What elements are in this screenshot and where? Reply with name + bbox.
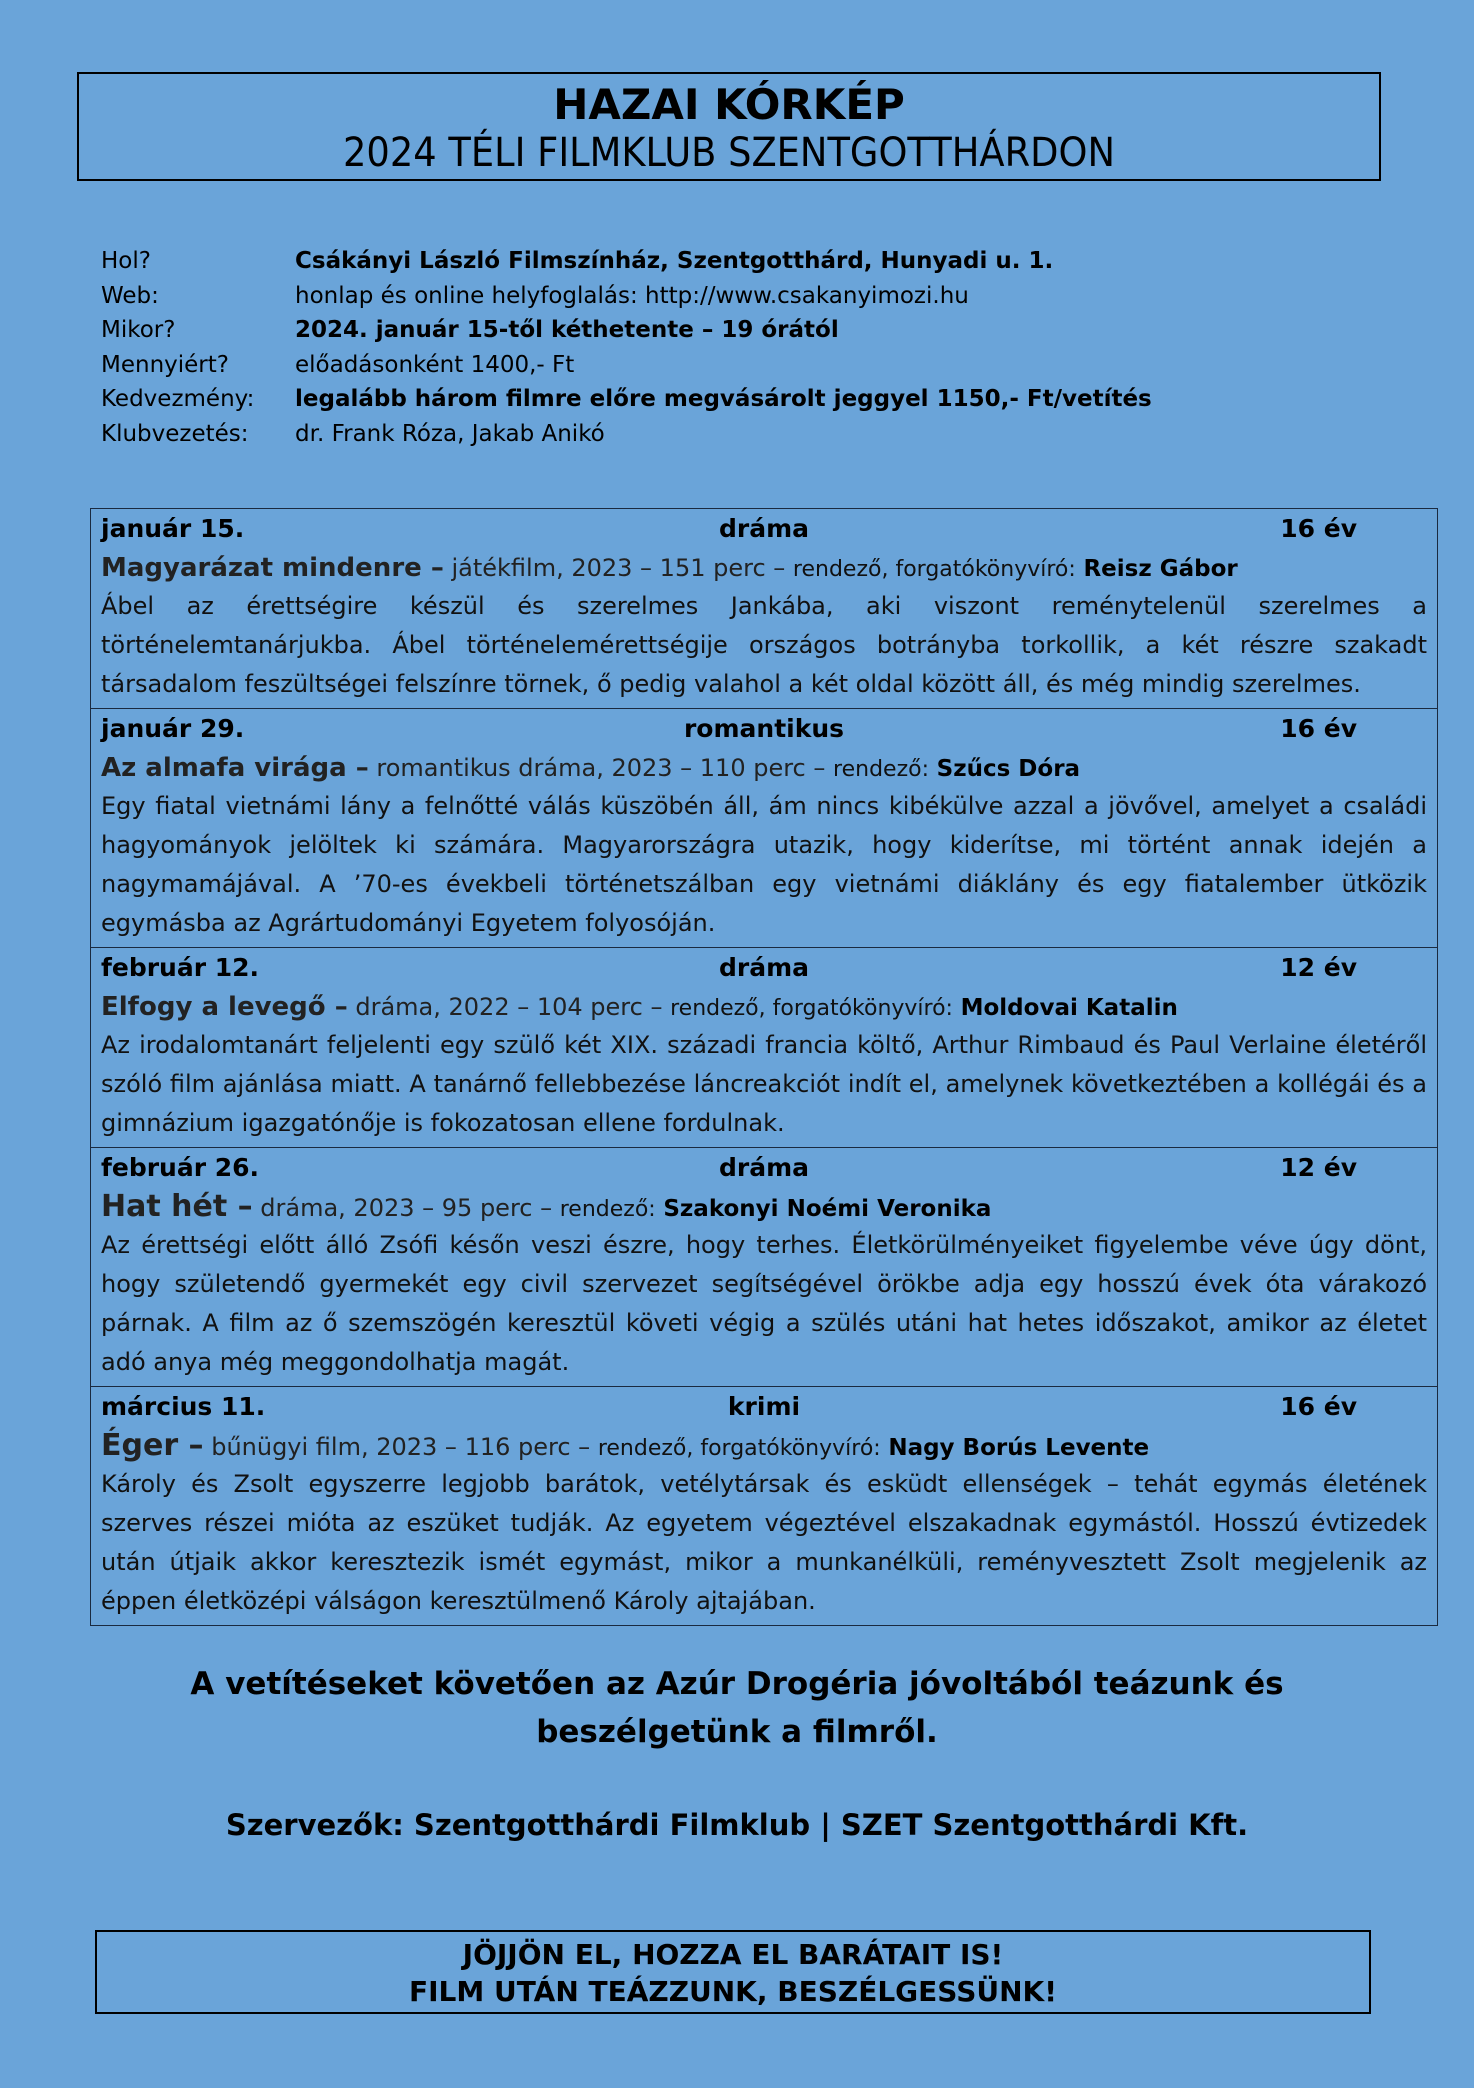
info-label: Web: <box>101 282 159 309</box>
film-director: Szűcs Dóra <box>936 756 1081 782</box>
film-date: február 26. <box>101 1153 260 1182</box>
info-value: honlap és online helyfoglalás: http://www.csakanyimozi.hu <box>295 282 969 309</box>
page-title: HAZAI KÓRKÉP <box>553 80 905 129</box>
film-meta: dráma, 2023 – 95 perc – <box>260 1194 553 1222</box>
film-role: rendező, forgatókönyvíró: <box>792 557 1076 582</box>
film-credit <box>101 1188 1427 1226</box>
film-director: Nagy Borús Levente <box>888 1435 1150 1461</box>
info-label: Klubvezetés: <box>101 420 249 447</box>
info-value: előadásonként 1400,- Ft <box>295 351 575 378</box>
info-value: Csákányi László Filmszínház, Szentgotthárd, Hunyadi u. 1. <box>295 248 1054 274</box>
film-description: Az irodalomtanárt feljelenti egy szülő két XIX. századi francia költő, Arthur Rimbaud és Paul Verlaine életéről szóló film ajánlása miatt. A tanárnő fellebbezése láncreakciót indít el, amelynek következtében a kollégái és a gimnázium igazgatónője is fokozatosan ellene fordulnak. <box>101 1031 1427 1137</box>
film-role: rendező, forgatókönyvíró: <box>670 996 953 1021</box>
footer-line-1: JÖJJÖN EL, HOZZA EL BARÁTAIT IS! <box>462 1938 1004 1971</box>
film-header <box>101 1387 1427 1427</box>
info-value: legalább három filmre előre megvásárolt jeggyel 1150,- Ft/vetítés <box>295 386 1152 412</box>
closing-note <box>150 1660 1324 1756</box>
title-box <box>77 72 1381 181</box>
film-role: rendező, forgatókönyvíró: <box>597 1436 881 1461</box>
film-description: Károly és Zsolt egyszerre legjobb barátok, vetélytársak és esküdt ellenségek – tehát egymás életének szerves részei mióta az eszüket tudják. Az egyetem végeztével elszakadnak egymástól. Hosszú évtizedek után útjaik akkor keresztezik ismét egymást, mikor a munkanélküli, reményvesztett Zsolt megjelenik az éppen életközépi válságon keresztülmenő Károly ajtajában. <box>101 1470 1427 1615</box>
info-row <box>101 313 1401 348</box>
film-meta: játékfilm, 2023 – 151 perc – <box>451 554 786 582</box>
info-label: Kedvezmény: <box>101 386 255 412</box>
age-rating: 12 év <box>1280 1153 1357 1182</box>
film-header <box>101 1148 1427 1188</box>
film-entry <box>91 708 1437 947</box>
film-title: Elfogy a levegő – <box>101 992 348 1022</box>
film-entry <box>91 1147 1437 1386</box>
film-credit <box>101 549 1427 587</box>
info-label: Mennyiért? <box>101 351 229 378</box>
film-director: Szakonyi Noémi Veronika <box>663 1196 992 1222</box>
film-title: Hat hét – <box>101 1189 253 1224</box>
film-credit <box>101 749 1427 787</box>
film-date: március 11. <box>101 1392 266 1421</box>
film-meta: romantikus dráma, 2023 – 110 perc – <box>376 754 826 782</box>
film-title: Magyarázat mindenre – <box>101 553 444 583</box>
info-value: dr. Frank Róza, Jakab Anikó <box>295 420 605 447</box>
film-director: Moldovai Katalin <box>960 995 1178 1021</box>
film-genre: dráma <box>718 514 809 543</box>
film-credit <box>101 988 1427 1026</box>
film-date: január 15. <box>101 514 245 543</box>
age-rating: 16 év <box>1280 514 1357 543</box>
film-entry <box>91 1386 1437 1625</box>
film-credit <box>101 1427 1427 1465</box>
film-genre: krimi <box>727 1392 801 1421</box>
film-description: Az érettségi előtt álló Zsófi későn veszi észre, hogy terhes. Életkörülményeiket figyelembe véve úgy dönt, hogy születendő gyermekét egy civil szervezet segítségével örökbe adja egy hosszú évek óta várakozó párnak. A film az ő szemszögén keresztül követi végig a szülés utáni hat hetes időszakot, amikor az életet adó anya még meggondolhatja magát. <box>101 1231 1427 1376</box>
film-genre: dráma <box>718 953 809 982</box>
film-entry <box>91 509 1437 708</box>
info-row <box>101 417 1401 452</box>
age-rating: 16 év <box>1280 1392 1357 1421</box>
closing-line-2: beszélgetünk a filmről. <box>536 1714 938 1750</box>
film-entry <box>91 947 1437 1147</box>
footer-box <box>95 1930 1371 2014</box>
film-date: február 12. <box>101 953 260 982</box>
info-row <box>101 279 1401 314</box>
film-header <box>101 948 1427 988</box>
film-director: Reisz Gábor <box>1083 556 1238 582</box>
film-role: rendező: <box>559 1197 656 1222</box>
film-genre: romantikus <box>683 714 845 743</box>
film-title: Éger – <box>101 1428 204 1463</box>
info-label: Hol? <box>101 248 151 274</box>
film-header <box>101 709 1427 749</box>
film-title: Az almafa virága – <box>101 753 369 783</box>
film-genre: dráma <box>718 1153 809 1182</box>
info-table <box>101 244 1401 451</box>
age-rating: 16 év <box>1280 714 1357 743</box>
film-description: Egy fiatal vietnámi lány a felnőtté válás küszöbén áll, ám nincs kibékülve azzal a jövővel, amelyet a családi hagyományok jelöltek ki számára. Magyarországra utazik, hogy kiderítse, mi történt annak idején a nagymamájával. A ’70-es évekbeli történetszálban egy vietnámi diáklány és egy fiatalember ütközik egymásba az Agrártudományi Egyetem folyosóján. <box>101 792 1427 937</box>
film-description: Ábel az érettségire készül és szerelmes Jankába, aki viszont reménytelenül szerelmes a történelemtanárjukba. Ábel történelemérettségije országos botrányba torkollik, a két részre szakadt társadalom feszültségei felszínre törnek, ő pedig valahol a két oldal között áll, és még mindig szerelmes. <box>101 592 1427 698</box>
film-header <box>101 509 1427 549</box>
info-label: Mikor? <box>101 317 176 343</box>
film-meta: dráma, 2022 – 104 perc – <box>355 993 663 1021</box>
info-row <box>101 382 1401 417</box>
info-value: 2024. január 15-től kéthetente – 19 órától <box>295 317 839 343</box>
film-meta: bűnügyi film, 2023 – 116 perc – <box>211 1433 591 1461</box>
footer-line-2: FILM UTÁN TEÁZZUNK, BESZÉLGESSÜNK! <box>409 1975 1057 2008</box>
info-row <box>101 348 1401 383</box>
film-program <box>90 508 1438 1626</box>
page-subtitle: 2024 TÉLI FILMKLUB SZENTGOTTHÁRDON <box>343 130 1115 176</box>
info-row <box>101 244 1401 279</box>
film-role: rendező: <box>833 757 929 782</box>
film-date: január 29. <box>101 714 245 743</box>
closing-line-1: A vetítéseket követően az Azúr Drogéria jóvoltából teázunk és <box>190 1666 1284 1702</box>
age-rating: 12 év <box>1280 953 1357 982</box>
organizers: Szervezők: Szentgotthárdi Filmklub | SZET Szentgotthárdi Kft. <box>225 1808 1249 1842</box>
